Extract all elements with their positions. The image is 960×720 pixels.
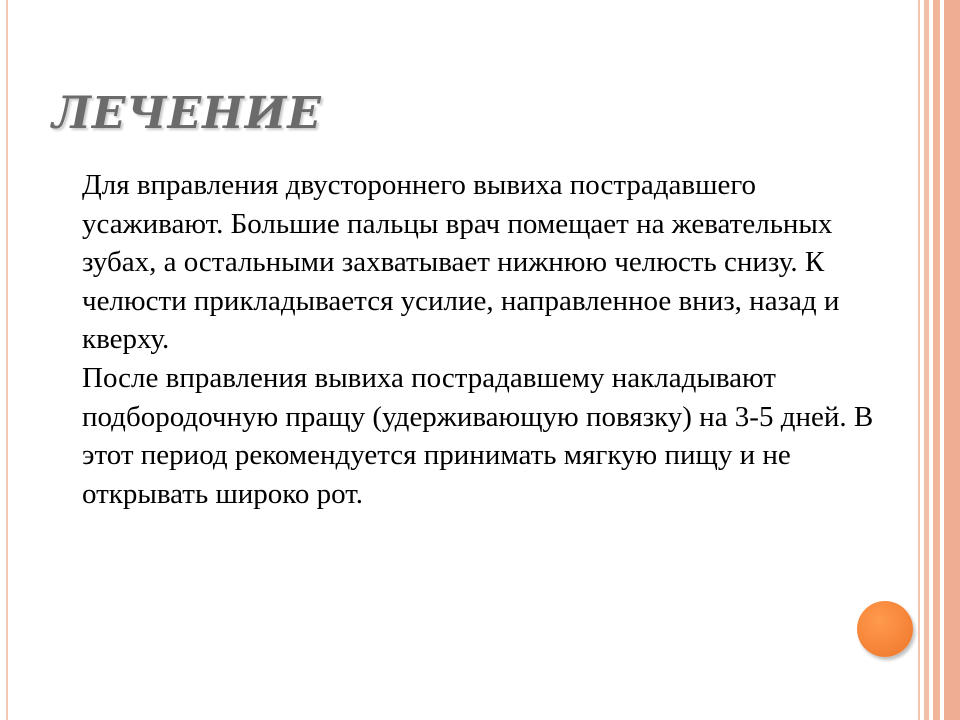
stripe bbox=[944, 0, 960, 720]
slide-body bbox=[82, 166, 902, 513]
stripe bbox=[933, 0, 940, 720]
stripe bbox=[918, 0, 920, 720]
right-decorative-stripes bbox=[918, 0, 960, 720]
paragraph-aftercare: После вправления вывиха пострадавшему накладывают подбородочную пращу (удерживающую повязку) на 3-5 дней. В этот период рекомендуется принимать мягкую пищу и не открывать широко рот. bbox=[82, 361, 874, 510]
paragraph-reduction-procedure: Для вправления двустороннего вывиха пострадавшего усаживают. Большие пальцы врач помещает на жевательных зубах, а остальными захватывает нижнюю челюсть снизу. К челюсти прикладывается усилие, направленное вниз, назад и кверху. bbox=[82, 169, 840, 356]
orange-circle-decoration bbox=[857, 601, 913, 657]
stripe bbox=[924, 0, 929, 720]
slide-title: ЛЕЧЕНИЕ bbox=[52, 88, 322, 139]
left-border-line bbox=[6, 0, 8, 720]
